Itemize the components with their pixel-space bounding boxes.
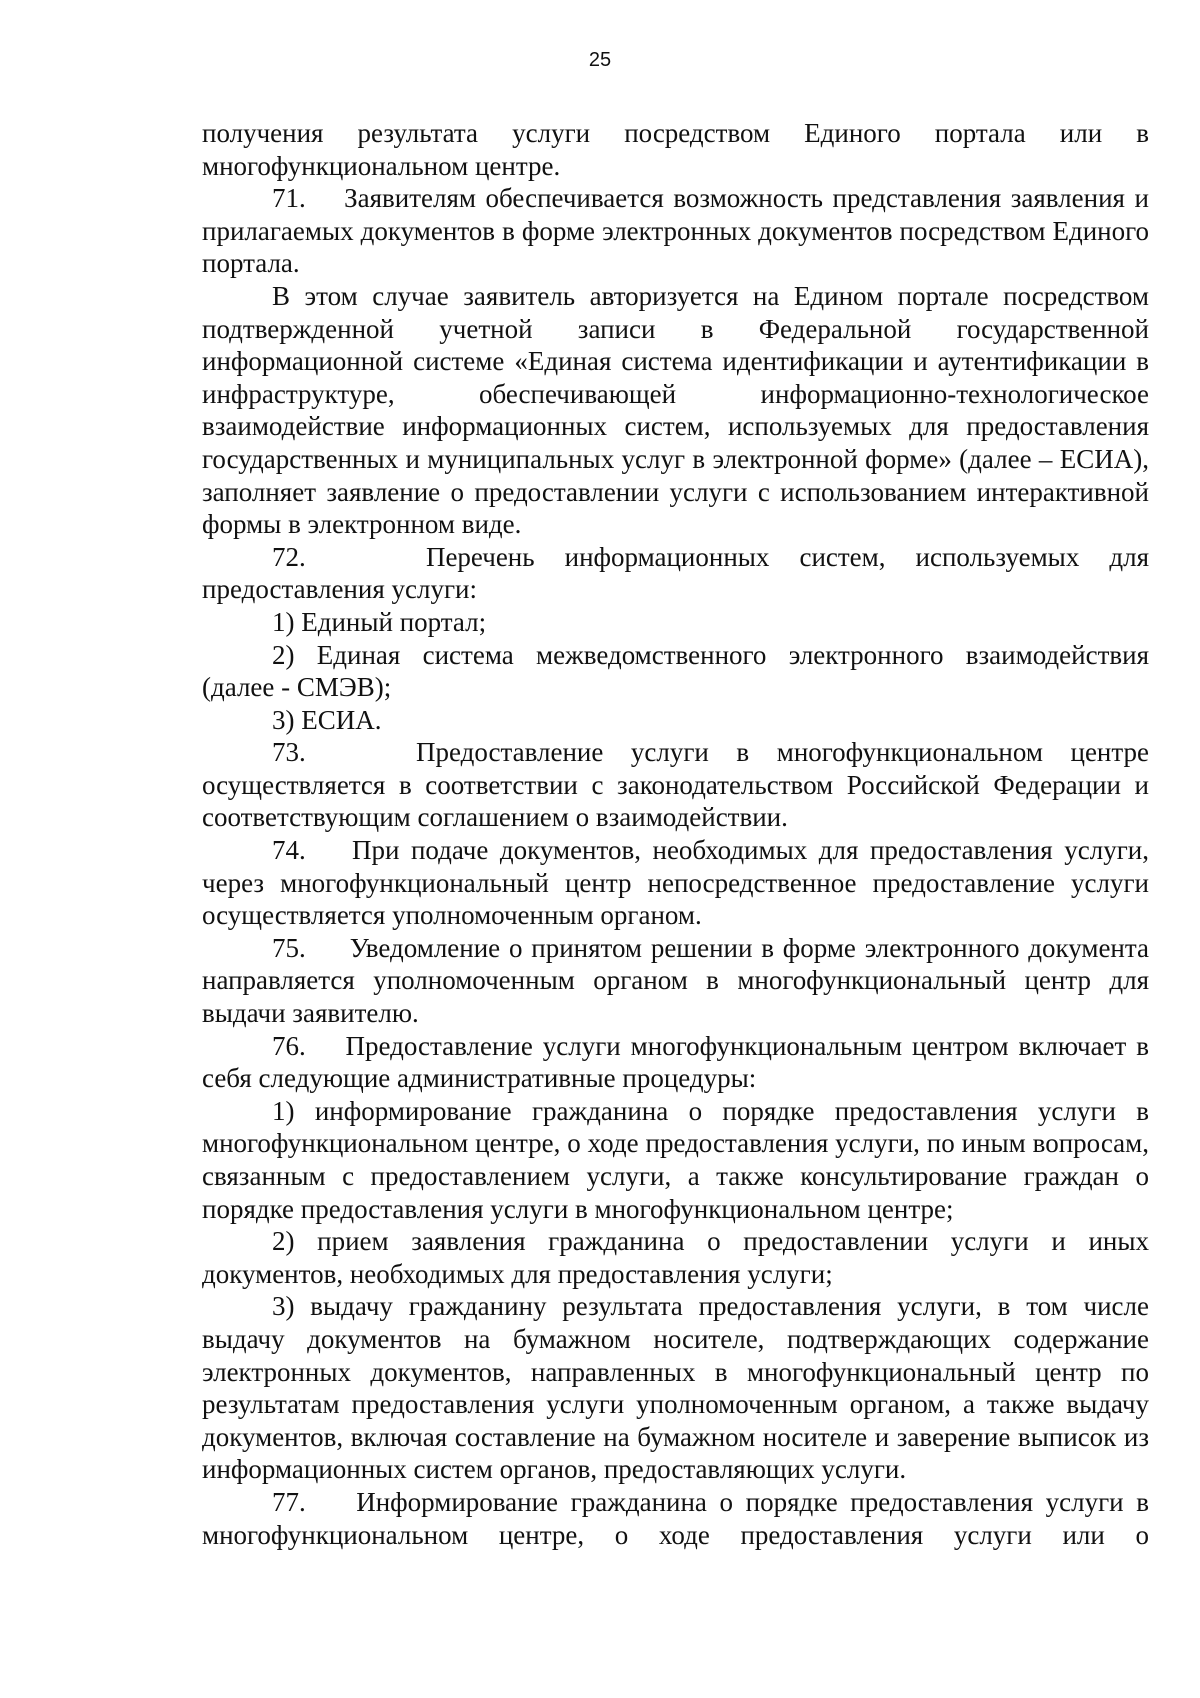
page-number: 25: [588, 49, 612, 71]
paragraph: 75. Уведомление о принятом решении в форме электронного документа направляется уполномоченным органом в многофункциональный центр для выдачи заявителю.: [202, 932, 1149, 1029]
document-body: [202, 117, 1149, 1551]
paragraph: 77. Информирование гражданина о порядке предоставления услуги в многофункциональном центре, о ходе предоставления услуги или о: [202, 1486, 1149, 1550]
paragraph: 2) Единая система межведомственного электронного взаимодействия (далее - СМЭВ);: [202, 639, 1149, 703]
paragraph: 71. Заявителям обеспечивается возможность представления заявления и прилагаемых документов в форме электронных документов посредством Единого портала.: [202, 183, 1149, 279]
paragraph: 76. Предоставление услуги многофункциональным центром включает в себя следующие административные процедуры:: [202, 1030, 1149, 1094]
paragraph: 2) прием заявления гражданина о предоставлении услуги и иных документов, необходимых для предоставления услуги;: [202, 1226, 1149, 1289]
paragraph: 74. При подаче документов, необходимых для предоставления услуги, через многофункциональный центр непосредственное предоставление услуги осуществляется уполномоченным органом.: [202, 835, 1149, 931]
paragraph: 3) выдачу гражданину результата предоставления услуги, в том числе выдачу документов на бумажном носителе, подтверждающих содержание электронных документов, направленных в многофункциональный центр по результатам предоставления услуги уполномоченным органом, а также выдачу документов, включая составление на бумажном носителе и заверение выписок из информационных систем органов, предоставляющих услуги.: [202, 1291, 1149, 1485]
paragraph: 3) ЕСИА.: [272, 704, 382, 735]
paragraph: В этом случае заявитель авторизуется на Едином портале посредством подтвержденной учетной записи в Федеральной государственной информационной системе «Единая система идентификации и аутентификации в инфраструктуре, обеспечивающей информационно-технологическое взаимодействие информационных систем, используемых для предоставления государственных и муниципальных услуг в электронной форме» (далее – ЕСИА), заполняет заявление о предоставлении услуги с использованием интерактивной формы в электронном виде.: [202, 280, 1149, 540]
paragraph: 72. Перечень информационных систем, используемых для предоставления услуги:: [202, 541, 1149, 605]
paragraph: 73. Предоставление услуги в многофункциональном центре осуществляется в соответствии с законодательством Российской Федерации и соответствующим соглашением о взаимодействии.: [202, 737, 1149, 833]
paragraph: 1) Единый портал;: [272, 606, 487, 637]
paragraph: 1) информирование гражданина о порядке предоставления услуги в многофункциональном центре, о ходе предоставления услуги, по иным вопросам, связанным с предоставлением услуги, а также консультирование граждан о порядке предоставления услуги в многофункциональном центре;: [202, 1095, 1149, 1224]
paragraph: получения результата услуги посредством Единого портала или в многофункциональном центре.: [202, 118, 1149, 181]
